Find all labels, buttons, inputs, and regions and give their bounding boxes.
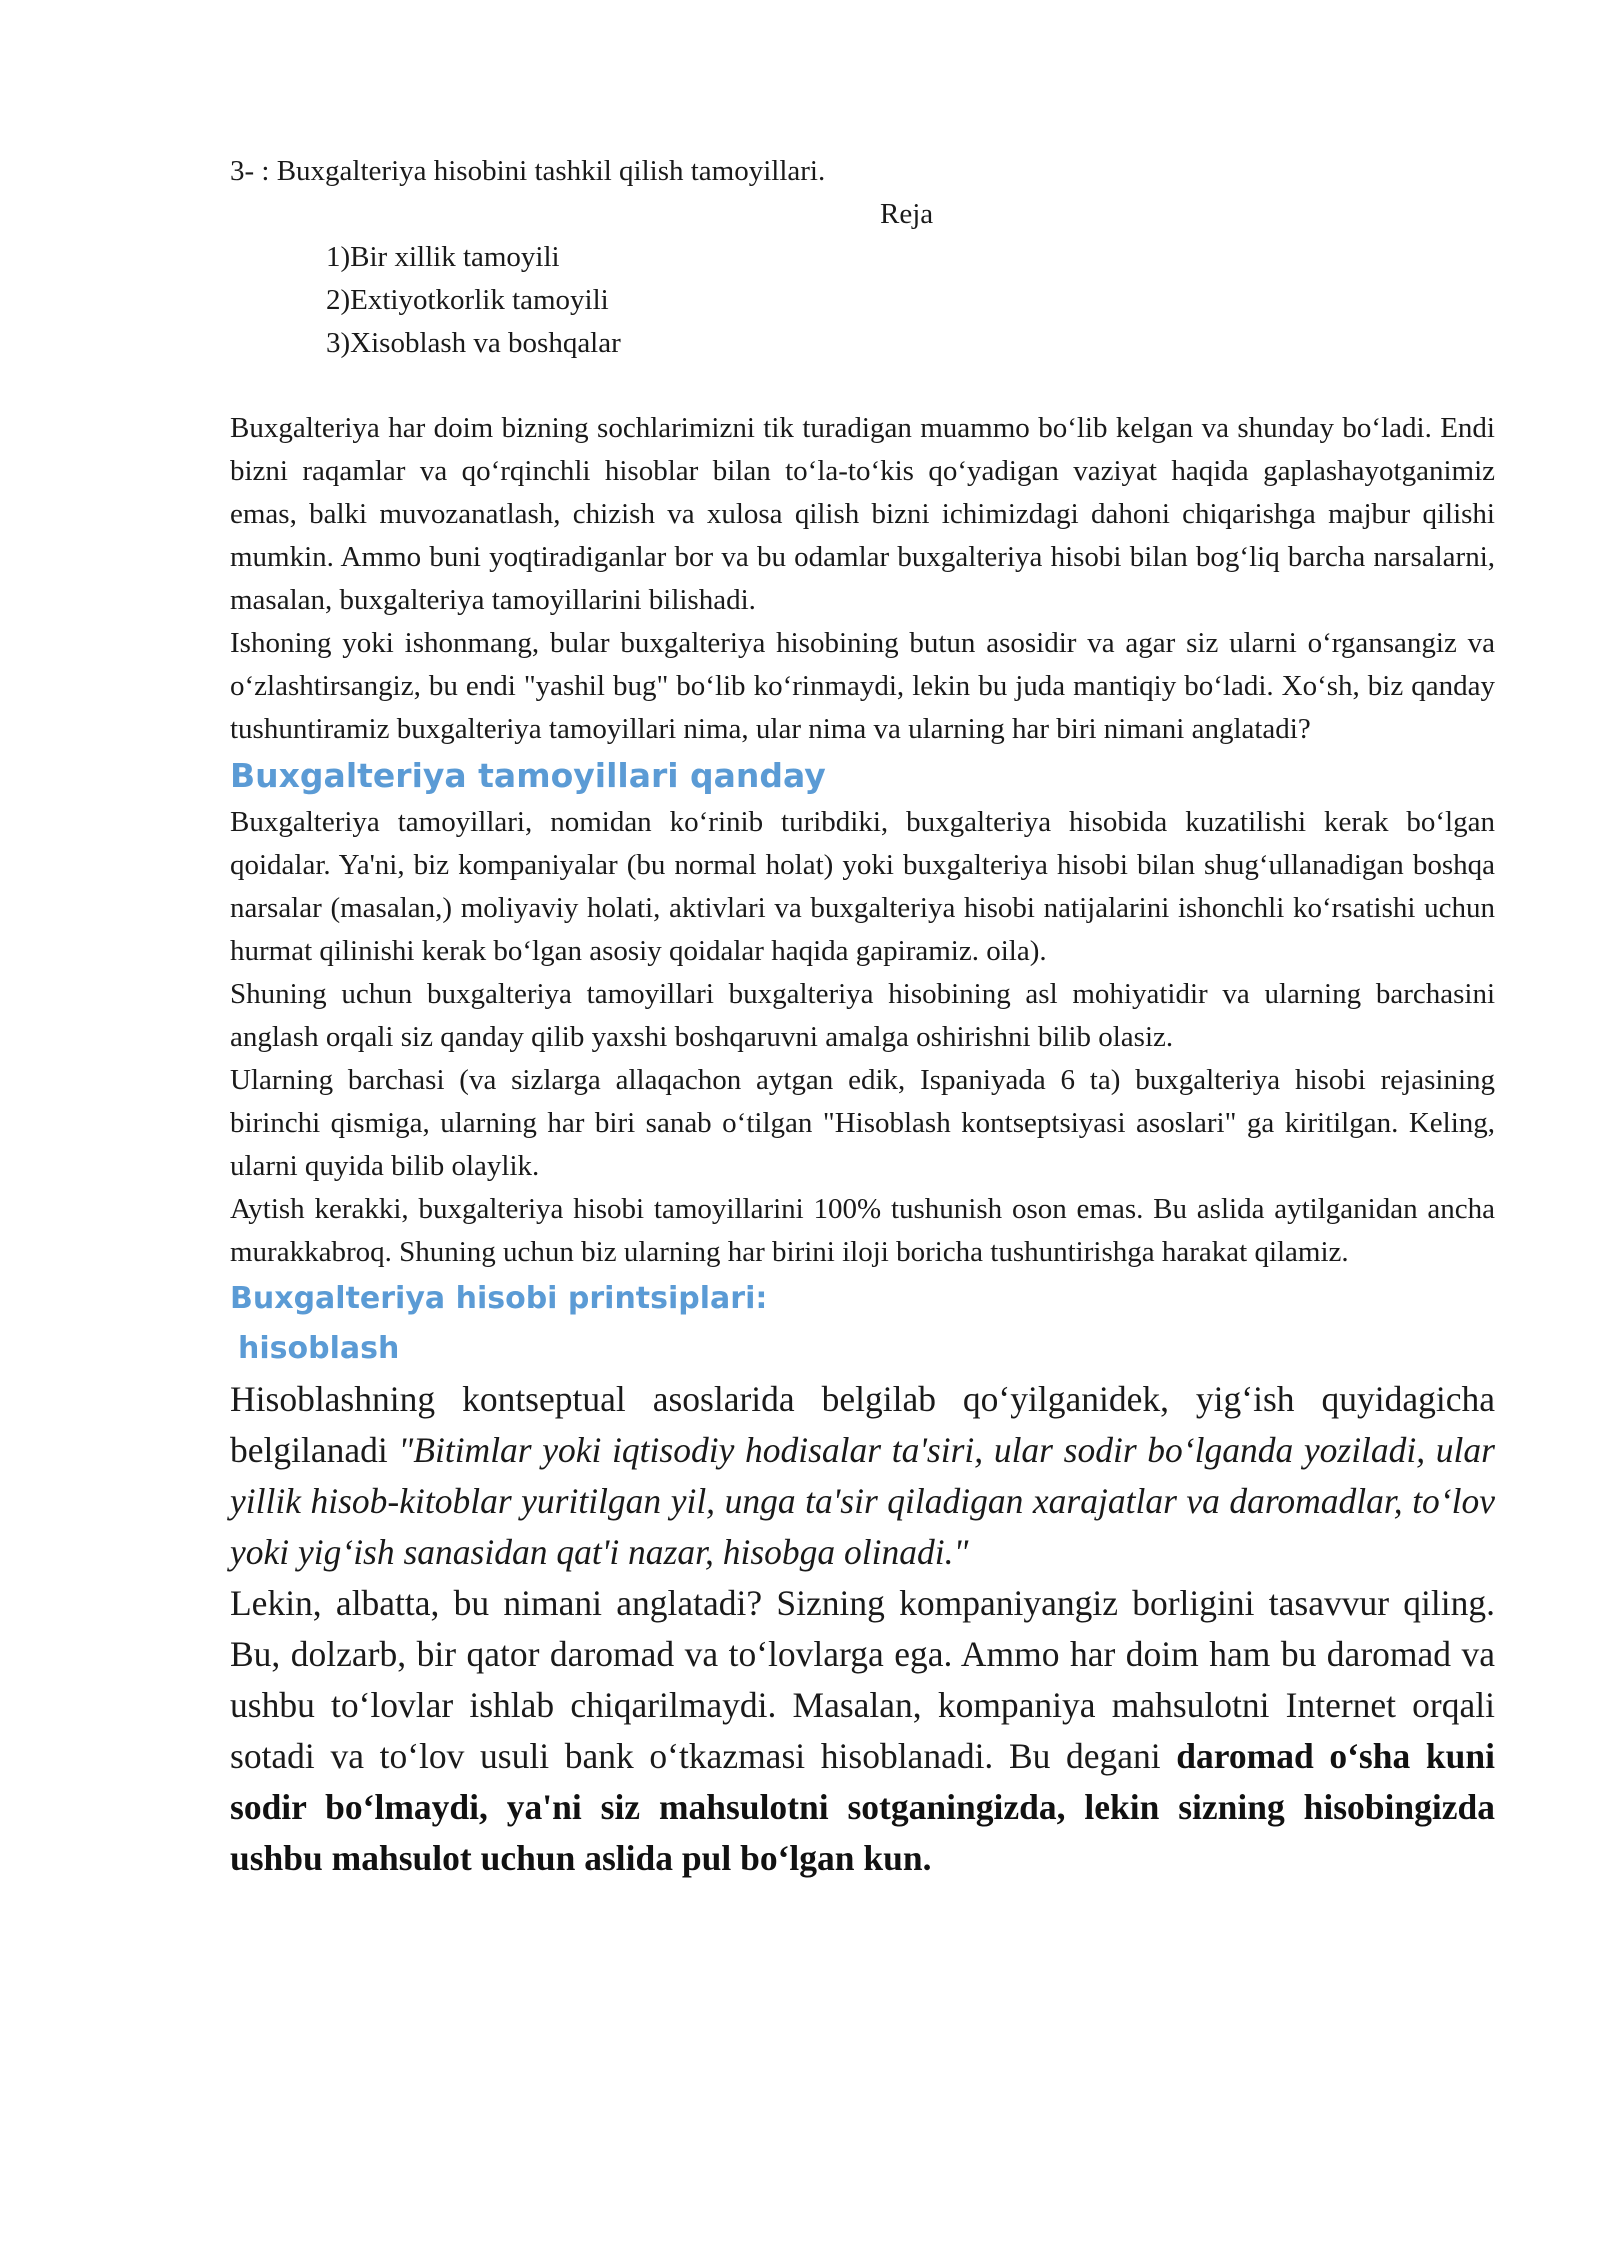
plan-title: Reja xyxy=(880,198,934,230)
example-lead: Lekin, albatta, bu nimani anglatadi? Sizning kompaniyangiz borligini tasavvur qiling. Bu, dolzarb, bir qator daromad va to‘lovlarga ega. Ammo har doim ham bu daromad va ushbu to‘lovlar ishlab chiqarilmaydi. Masalan, kompaniya mahsulotni Internet orqali sotadi va to‘lov usuli bank o‘tkazmasi hisoblanadi. Bu degani xyxy=(230,1583,1495,1776)
example-emphasis: daromad o‘sha kuni sodir bo‘lmaydi, ya'ni siz mahsulotni sotganingizda, lekin sizning hisobingizda ushbu mahsulot uchun aslida pul bo‘lgan kun. xyxy=(230,1736,1495,1878)
intro-paragraph: Ishoning yoki ishonmang, bular buxgalteriya hisobining butun asosidir va agar siz ularni o‘rgansangiz va o‘zlashtirsangiz, bu endi "yashil bug" bo‘lib ko‘rinmaydi, lekin bu juda mantiqiy bo‘ladi. Xo‘sh, biz qanday tushuntiramiz buxgalteriya tamoyillari nima, ular nima va ularning har biri nimani anglatadi? xyxy=(230,627,1495,745)
subsection-heading: hisoblash xyxy=(238,1331,400,1366)
section-paragraph: Buxgalteriya tamoyillari, nomidan ko‘rinib turibdiki, buxgalteriya hisobida kuzatilishi kerak bo‘lgan qoidalar. Ya'ni, biz kompaniyalar (bu normal holat) yoki buxgalteriya hisobi bilan shug‘ullanadigan boshqa narsalar (masalan,) moliyaviy holati, aktivlari va buxgalteriya hisobi natijalarini ishonchli ko‘rsatishi uchun hurmat qilinishi kerak bo‘lgan asosiy qoidalar haqida gapiramiz. oila). xyxy=(230,806,1495,967)
section-paragraph: Ularning barchasi (va sizlarga allaqachon aytgan edik, Ispaniyada 6 ta) buxgalteriya hisobi rejasining birinchi qismiga, ularning har biri sanab o‘tilgan "Hisoblash kontseptsiyasi asoslari" ga kiritilgan. Keling, ularni quyida bilib olaylik. xyxy=(230,1064,1495,1182)
plan-list xyxy=(230,236,1495,365)
example-paragraph xyxy=(230,1578,1495,1884)
principles-heading: Buxgalteriya hisobi printsiplari: xyxy=(230,1281,768,1316)
plan-item: 3)Xisoblash va boshqalar xyxy=(326,327,621,359)
definition-paragraph xyxy=(230,1374,1495,1578)
spacer xyxy=(230,365,1495,407)
section-paragraph: Aytish kerakki, buxgalteriya hisobi tamoyillarini 100% tushunish oson emas. Bu aslida aytilganidan ancha murakkabroq. Shuning uchun biz ularning har birini iloji boricha tushuntirishga harakat qilamiz. xyxy=(230,1193,1495,1268)
section-paragraph: Shuning uchun buxgalteriya tamoyillari buxgalteriya hisobining asl mohiyatidir va ularning barchasini anglash orqali siz qanday qilib yaxshi boshqaruvni amalga oshirishni bilib olasiz. xyxy=(230,978,1495,1053)
definition-lead: Hisoblashning kontseptual asoslarida belgilab qo‘yilganidek, yig‘ish quyidagicha belgilanadi xyxy=(230,1379,1495,1470)
plan-item: 2)Extiyotkorlik tamoyili xyxy=(326,284,609,316)
definition-quote: "Bitimlar yoki iqtisodiy hodisalar ta'siri, ular sodir bo‘lganda yoziladi, ular yillik hisob-kitoblar yuritilgan yil, unga ta'sir qiladigan xarajatlar va daromadlar, to‘lov yoki yig‘ish sanasidan qat'i nazar, hisobga olinadi." xyxy=(230,1430,1495,1572)
intro-paragraph: Buxgalteriya har doim bizning sochlarimizni tik turadigan muammo bo‘lib kelgan va shunday bo‘ladi. Endi bizni raqamlar va qo‘rqinchli hisoblar bilan to‘la-to‘kis qo‘yadigan vaziyat haqida gaplashayotganimiz emas, balki muvozanatlash, chizish va xulosa qilish bizni ichimizdagi dahoni chiqarishga majbur qilishi mumkin. Ammo buni yoqtiradiganlar bor va bu odamlar buxgalteriya hisobi bilan bog‘liq barcha narsalarni, masalan, buxgalteriya tamoyillarini bilishadi. xyxy=(230,412,1495,616)
topic-line: 3- : Buxgalteriya hisobini tashkil qilish tamoyillari. xyxy=(230,155,826,187)
section-heading: Buxgalteriya tamoyillari qanday xyxy=(230,756,826,795)
document-body xyxy=(230,150,1495,1884)
plan-item: 1)Bir xillik tamoyili xyxy=(326,241,560,273)
